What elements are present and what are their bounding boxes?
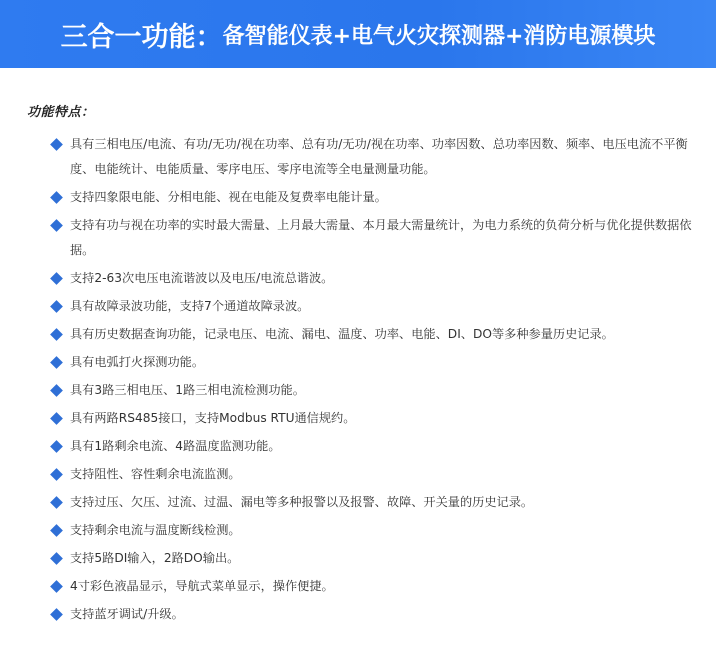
diamond-bullet-icon <box>50 468 63 481</box>
feature-text: 具有历史数据查询功能，记录电压、电流、漏电、温度、功率、电能、DI、DO等多种参量历史记录。 <box>70 327 614 341</box>
feature-text: 具有故障录波功能，支持7个通道故障录波。 <box>70 299 310 313</box>
feature-item <box>52 406 702 431</box>
feature-item <box>52 185 702 210</box>
diamond-bullet-icon <box>50 219 63 232</box>
feature-item <box>52 518 702 543</box>
feature-list <box>52 132 702 630</box>
feature-text: 具有电弧打火探测功能。 <box>70 355 205 369</box>
feature-text: 支持剩余电流与温度断线检测。 <box>70 523 241 537</box>
banner-title-main: 三合一功能： <box>60 21 223 53</box>
feature-text: 支持四象限电能、分相电能、视在电能及复费率电能计量。 <box>70 190 387 204</box>
feature-item <box>52 266 702 291</box>
feature-text: 支持2-63次电压电流谐波以及电压/电流总谐波。 <box>70 271 334 285</box>
feature-text: 支持有功与视在功率的实时最大需量、上月最大需量、本月最大需量统计，为电力系统的负荷分析与优化提供数据依据。 <box>70 218 692 257</box>
feature-text: 支持5路DI输入，2路DO输出。 <box>70 551 240 565</box>
diamond-bullet-icon <box>50 328 63 341</box>
diamond-bullet-icon <box>50 524 63 537</box>
feature-text: 具有1路剩余电流、4路温度监测功能。 <box>70 439 281 453</box>
diamond-bullet-icon <box>50 272 63 285</box>
diamond-bullet-icon <box>50 608 63 621</box>
title-banner <box>0 0 716 68</box>
feature-item <box>52 322 702 347</box>
feature-item <box>52 602 702 627</box>
diamond-bullet-icon <box>50 191 63 204</box>
banner-title-sub: 备智能仪表+电气火灾探测器+消防电源模块 <box>222 23 656 49</box>
diamond-bullet-icon <box>50 496 63 509</box>
diamond-bullet-icon <box>50 138 63 151</box>
feature-text: 支持蓝牙调试/升级。 <box>70 607 184 621</box>
diamond-bullet-icon <box>50 384 63 397</box>
feature-item <box>52 294 702 319</box>
feature-item <box>52 462 702 487</box>
feature-text: 支持过压、欠压、过流、过温、漏电等多种报警以及报警、故障、开关量的历史记录。 <box>70 495 534 509</box>
feature-item <box>52 213 702 263</box>
feature-item <box>52 378 702 403</box>
feature-item <box>52 574 702 599</box>
feature-text: 支持阻性、容性剩余电流监测。 <box>70 467 241 481</box>
feature-text: 4寸彩色液晶显示，导航式菜单显示，操作便捷。 <box>70 579 334 593</box>
diamond-bullet-icon <box>50 356 63 369</box>
banner-title <box>0 0 716 68</box>
feature-item <box>52 132 702 182</box>
diamond-bullet-icon <box>50 412 63 425</box>
feature-item <box>52 490 702 515</box>
section-heading: 功能特点： <box>27 105 95 120</box>
feature-text: 具有3路三相电压、1路三相电流检测功能。 <box>70 383 305 397</box>
diamond-bullet-icon <box>50 300 63 313</box>
feature-item <box>52 546 702 571</box>
feature-item <box>52 434 702 459</box>
diamond-bullet-icon <box>50 552 63 565</box>
diamond-bullet-icon <box>50 580 63 593</box>
diamond-bullet-icon <box>50 440 63 453</box>
feature-text: 具有三相电压/电流、有功/无功/视在功率、总有功/无功/视在功率、功率因数、总功率因数、频率、电压电流不平衡度、电能统计、电能质量、零序电压、零序电流等全电量测量功能。 <box>70 137 688 176</box>
feature-item <box>52 350 702 375</box>
feature-text: 具有两路RS485接口，支持Modbus RTU通信规约。 <box>70 411 356 425</box>
